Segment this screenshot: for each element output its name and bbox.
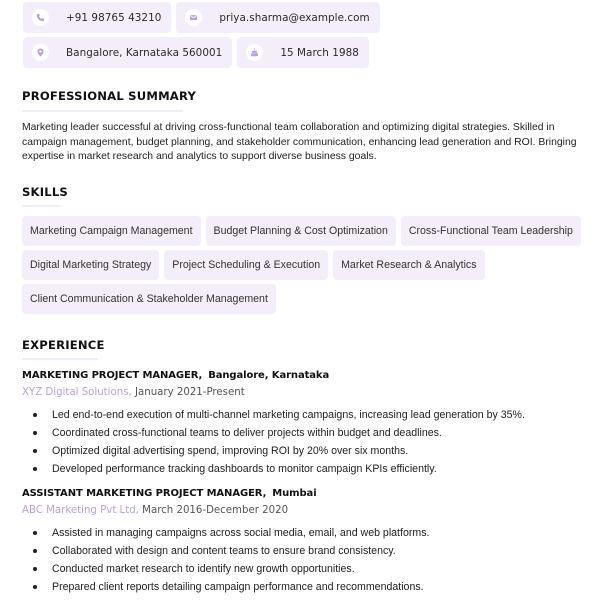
contact-phone bbox=[23, 2, 171, 33]
skills-heading: SKILLS bbox=[22, 185, 68, 199]
bullet-icon bbox=[33, 549, 37, 553]
summary-heading: PROFESSIONAL SUMMARY bbox=[22, 89, 197, 103]
bullet-text: Assisted in managing campaigns across social media, email, and web platforms. bbox=[52, 527, 430, 539]
job-meta bbox=[22, 505, 288, 516]
bullet-text: Prepared client reports detailing campaign performance and recommendations. bbox=[52, 581, 424, 593]
company-name: XYZ Digital Solutions, bbox=[22, 387, 132, 398]
bullet-icon bbox=[33, 431, 37, 435]
phone-number: +91 98765 43210 bbox=[66, 11, 162, 24]
list-item bbox=[22, 406, 592, 424]
phone-icon bbox=[32, 9, 49, 26]
job-meta bbox=[22, 387, 245, 398]
list-item bbox=[22, 560, 592, 578]
bullet-text: Led end-to-end execution of multi-channel marketing campaigns, increasing lead generation by 35%. bbox=[52, 409, 525, 421]
list-item bbox=[22, 578, 592, 596]
bullet-text: Conducted market research to identify new growth opportunities. bbox=[52, 563, 355, 575]
bullet-text: Collaborated with design and content teams to ensure brand consistency. bbox=[52, 545, 396, 557]
skills-heading-underline bbox=[22, 205, 61, 207]
skill-chip: Budget Planning & Cost Optimization bbox=[206, 216, 396, 246]
job-dates: March 2016-December 2020 bbox=[142, 505, 289, 516]
list-item bbox=[22, 424, 592, 442]
skill-chip: Market Research & Analytics bbox=[333, 250, 484, 280]
job-title-line bbox=[22, 488, 317, 499]
email-icon bbox=[185, 9, 202, 26]
birthdate: 15 March 1988 bbox=[280, 46, 359, 59]
job-responsibilities bbox=[22, 524, 592, 596]
job-location: Mumbai bbox=[272, 488, 317, 499]
location-pin-icon bbox=[32, 44, 49, 61]
list-item bbox=[22, 460, 592, 478]
experience-heading-underline bbox=[22, 358, 98, 360]
bullet-icon bbox=[33, 531, 37, 535]
bullet-icon bbox=[33, 585, 37, 589]
birthday-cake-icon bbox=[246, 44, 263, 61]
skills-list bbox=[22, 216, 592, 314]
contact-email bbox=[176, 2, 379, 33]
skill-chip: Marketing Campaign Management bbox=[22, 216, 201, 246]
job-title-line bbox=[22, 370, 329, 381]
summary-heading-underline bbox=[22, 110, 183, 112]
email-address: priya.sharma@example.com bbox=[219, 11, 370, 24]
bullet-text: Optimized digital advertising spend, improving ROI by 20% over six months. bbox=[52, 445, 409, 457]
contact-info bbox=[23, 2, 593, 68]
summary-text: Marketing leader successful at driving cross-functional team collaboration and optimizing digital strategies. Skilled in campaign management, budget planning, and stakeholder communication, enhancing lead generation and ROI. Bringing expertise in market research and analytics to support diverse business goals. bbox=[22, 122, 577, 163]
company-name: ABC Marketing Pvt Ltd, bbox=[22, 505, 139, 516]
contact-address bbox=[23, 37, 232, 68]
job-location: Bangalore, Karnataka bbox=[208, 370, 330, 381]
list-item bbox=[22, 542, 592, 560]
job-dates: January 2021-Present bbox=[135, 387, 245, 398]
skill-chip: Project Scheduling & Execution bbox=[164, 250, 328, 280]
bullet-icon bbox=[33, 567, 37, 571]
contact-birthdate bbox=[237, 37, 369, 68]
skill-chip: Cross-Functional Team Leadership bbox=[401, 216, 581, 246]
list-item bbox=[22, 442, 592, 460]
bullet-text: Coordinated cross-functional teams to deliver projects within budget and deadlines. bbox=[52, 427, 442, 439]
bullet-icon bbox=[33, 413, 37, 417]
bullet-text: Developed performance tracking dashboards to monitor campaign KPIs efficiently. bbox=[52, 463, 437, 475]
experience-heading: EXPERIENCE bbox=[22, 338, 105, 352]
job-title: MARKETING PROJECT MANAGER, bbox=[22, 370, 203, 381]
bullet-icon bbox=[33, 467, 37, 471]
bullet-icon bbox=[33, 449, 37, 453]
skill-chip: Client Communication & Stakeholder Management bbox=[22, 284, 276, 314]
list-item bbox=[22, 524, 592, 542]
address: Bangalore, Karnataka 560001 bbox=[66, 46, 223, 59]
skill-chip: Digital Marketing Strategy bbox=[22, 250, 159, 280]
job-responsibilities bbox=[22, 406, 592, 478]
job-title: ASSISTANT MARKETING PROJECT MANAGER, bbox=[22, 488, 267, 499]
